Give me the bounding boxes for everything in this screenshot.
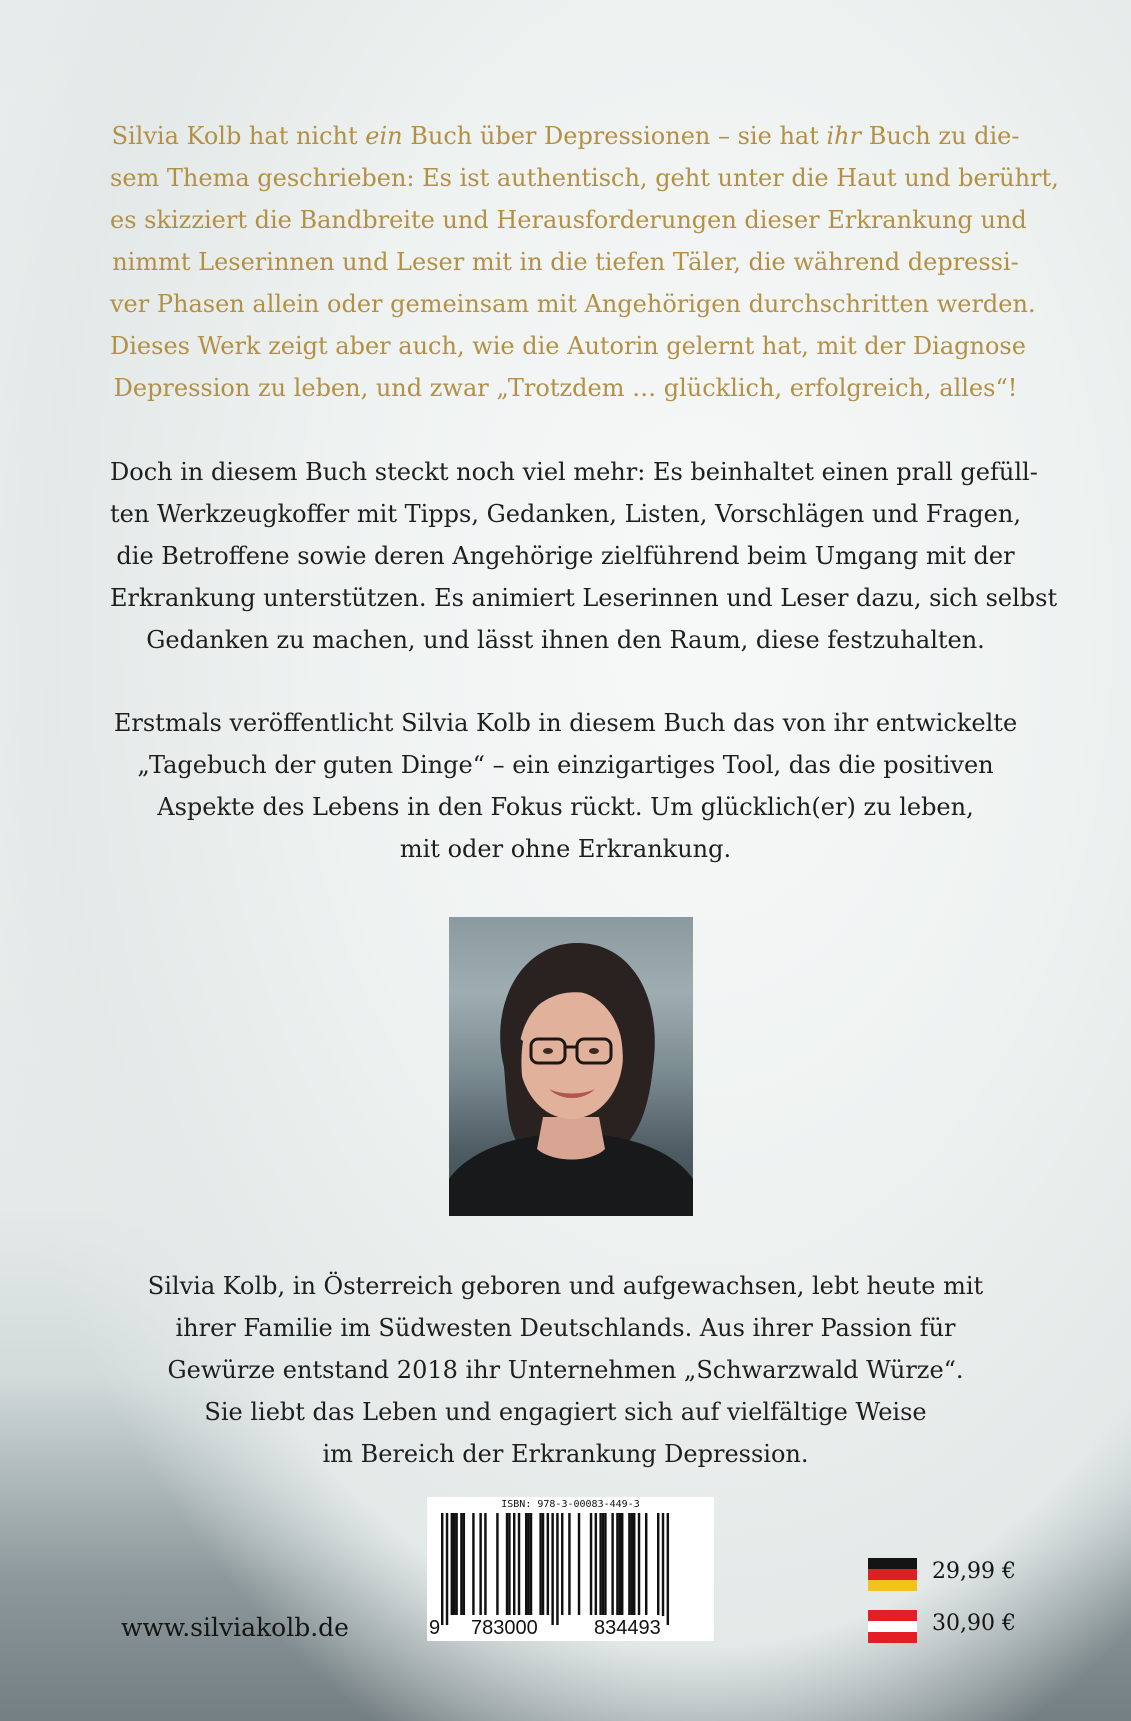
barcode-bar (547, 1513, 549, 1615)
barcode-bar (631, 1513, 633, 1615)
barcode-bar (527, 1513, 529, 1615)
flag-stripe-middle (868, 1569, 917, 1580)
barcode-bar (638, 1513, 640, 1615)
toolkit-paragraph (110, 451, 1058, 661)
text-segment: Depression zu leben, und zwar „Trotzdem … glücklich, erfolgreich, alles“! (113, 374, 1018, 402)
text-line: Erkrankung unterstützen. Es animiert Leserinnen und Leser dazu, sich selbst (110, 584, 1058, 612)
barcode-bars (427, 1511, 714, 1627)
text-line: „Tagebuch der guten Dinge“ – ein einzigartiges Tool, das die positiven (137, 751, 994, 779)
flag-stripe-bottom (868, 1632, 917, 1643)
diary-paragraph (110, 702, 1021, 870)
barcode-bar (578, 1513, 580, 1615)
barcode-bar (455, 1513, 457, 1615)
barcode-bar (446, 1513, 448, 1625)
barcode-bar (595, 1513, 597, 1615)
barcode-bar (525, 1513, 527, 1615)
text-line (110, 367, 1021, 409)
text-segment: Buch zu die- (861, 122, 1020, 150)
website-link[interactable]: www.silviakolb.de (121, 1613, 349, 1642)
text-line: ten Werkzeugkoffer mit Tipps, Gedanken, Listen, Vorschlägen und Fragen, (110, 500, 1021, 528)
barcode-bar (599, 1513, 601, 1615)
barcode-bar (539, 1513, 541, 1615)
barcode-bar (667, 1513, 669, 1625)
barcode-bar (657, 1513, 659, 1615)
emphasis-text: ihr (826, 122, 862, 150)
text-line: im Bereich der Erkrankung Depression. (322, 1440, 809, 1468)
germany-flag-icon (868, 1558, 917, 1591)
barcode-bar (662, 1513, 664, 1625)
text-line (110, 241, 1021, 283)
barcode-bar (633, 1513, 635, 1615)
author-bio-paragraph (110, 1265, 1021, 1475)
text-segment: sem Thema geschrieben: Es ist authentisch, geht unter die Haut und berührt, (110, 164, 1059, 192)
barcode-bar (508, 1513, 510, 1615)
flag-stripe-top (868, 1558, 917, 1569)
barcode-bar (619, 1513, 621, 1615)
barcode-bar (542, 1513, 544, 1615)
barcode-lead-digit: 9 (429, 1617, 441, 1639)
barcode-bar (645, 1513, 647, 1615)
text-line: Gewürze entstand 2018 ihr Unternehmen „Schwarzwald Würze“. (167, 1356, 964, 1384)
text-line (110, 115, 1021, 157)
barcode-bar (611, 1513, 613, 1615)
emphasis-text: ein (365, 122, 403, 150)
barcode-bar (484, 1513, 486, 1615)
barcode-bar (479, 1513, 481, 1615)
barcode-bar (513, 1513, 515, 1615)
barcode-bar (621, 1513, 623, 1615)
text-line (110, 199, 1027, 241)
barcode-bar (628, 1513, 630, 1615)
text-line: die Betroffene sowie deren Angehörige zielführend beim Umgang mit der (116, 542, 1015, 570)
barcode-bar (568, 1513, 570, 1615)
flag-stripe-bottom (868, 1580, 917, 1591)
barcode-bar (463, 1513, 465, 1615)
isbn-barcode (427, 1497, 714, 1641)
barcode-bar (460, 1513, 462, 1615)
barcode-bar (472, 1513, 474, 1615)
text-line: Gedanken zu machen, und lässt ihnen den Raum, diese festzuhalten. (146, 626, 985, 654)
text-line: Aspekte des Lebens in den Fokus rückt. Um glücklich(er) zu leben, (157, 793, 974, 821)
text-line: Silvia Kolb, in Österreich geboren und aufgewachsen, lebt heute mit (147, 1272, 984, 1300)
barcode-bar (451, 1513, 453, 1615)
text-segment: es skizziert die Bandbreite und Herausforderungen dieser Erkrankung und (110, 206, 1027, 234)
text-segment: nimmt Leserinnen und Leser mit in die tiefen Täler, die während depressi- (112, 248, 1019, 276)
text-line (110, 157, 1059, 199)
barcode-bar (453, 1513, 455, 1615)
author-photo (449, 917, 693, 1216)
austria-flag-icon (868, 1610, 917, 1643)
barcode-bar (496, 1513, 498, 1615)
barcode-bar (590, 1513, 592, 1615)
barcode-left-digits: 783000 (467, 1616, 542, 1640)
text-segment: ver Phasen allein oder gemeinsam mit Angehörigen durchschritten werden. (110, 290, 1036, 318)
text-segment: Buch über Depressionen – sie hat (402, 122, 827, 150)
text-line (110, 325, 1026, 367)
isbn-label: ISBN: 978-3-00083-449-3 (501, 1499, 640, 1510)
price-germany: 29,99 € (932, 1559, 1016, 1584)
barcode-right-digits: 834493 (590, 1616, 665, 1640)
barcode-bar (561, 1513, 563, 1615)
text-segment: Dieses Werk zeigt aber auch, wie die Autorin gelernt hat, mit der Diagnose (110, 332, 1026, 360)
barcode-bar (441, 1513, 443, 1625)
text-line (110, 283, 1036, 325)
barcode-bar (604, 1513, 606, 1615)
intro-paragraph (110, 115, 1059, 409)
text-line: Doch in diesem Buch steckt noch viel mehr: Es beinhaltet einen prall gefüll- (110, 458, 1038, 486)
price-austria: 30,90 € (932, 1611, 1016, 1636)
barcode-bar (551, 1513, 553, 1625)
text-line: Sie liebt das Leben und engagiert sich auf vielfältige Weise (204, 1398, 927, 1426)
barcode-bar (506, 1513, 508, 1615)
flag-stripe-top (868, 1610, 917, 1621)
barcode-bar (602, 1513, 604, 1615)
barcode-bar (518, 1513, 520, 1615)
text-line: ihrer Familie im Südwesten Deutschlands. Aus ihrer Passion für (175, 1314, 956, 1342)
text-segment: Silvia Kolb hat nicht (111, 122, 366, 150)
text-line: Erstmals veröffentlicht Silvia Kolb in diesem Buch das von ihr entwickelte (113, 709, 1018, 737)
barcode-bar (556, 1513, 558, 1625)
barcode-bar (530, 1513, 532, 1615)
text-line: mit oder ohne Erkrankung. (399, 835, 732, 863)
flag-stripe-middle (868, 1621, 917, 1632)
barcode-bar (616, 1513, 618, 1615)
